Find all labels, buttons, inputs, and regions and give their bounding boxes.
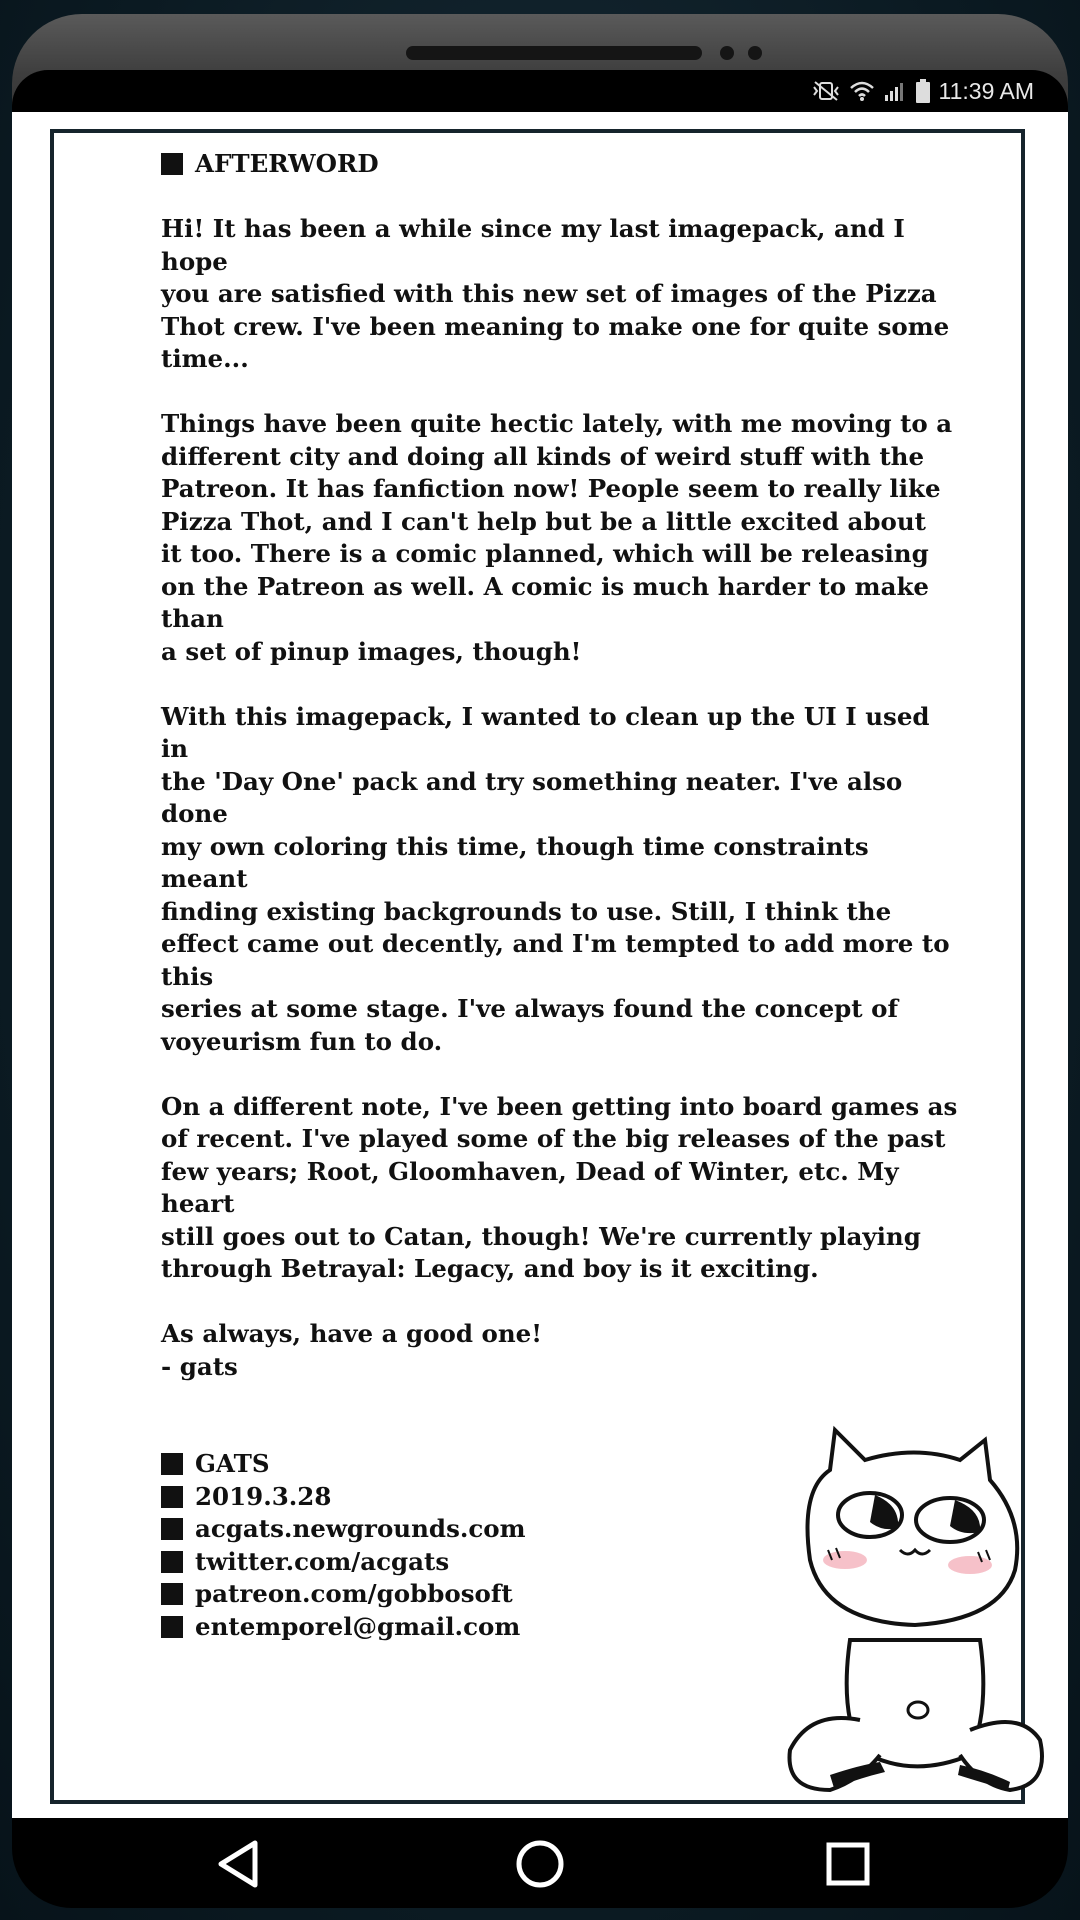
signal-icon — [883, 80, 907, 102]
square-bullet-icon — [161, 1583, 183, 1605]
wifi-icon — [849, 80, 875, 102]
info-patreon: patreon.com/gobbosoft — [161, 1578, 961, 1611]
square-bullet-icon — [161, 153, 183, 175]
navigation-bar — [12, 1818, 1068, 1908]
battery-icon — [915, 78, 931, 104]
earpiece-speaker — [406, 46, 702, 60]
square-bullet-icon — [161, 1616, 183, 1638]
square-bullet-icon — [161, 1453, 183, 1475]
home-button[interactable] — [508, 1832, 572, 1896]
afterword-title: AFTERWORD — [195, 149, 379, 178]
paragraph: Hi! It has been a while since my last imagepack, and I hope you are satisfied with this new set of images of the Pizza Thot crew. I've been meaning to make one for quite some time... — [161, 214, 950, 373]
recents-button[interactable] — [816, 1832, 880, 1896]
sign-off: As always, have a good one! - gats — [161, 1319, 542, 1381]
paragraph: On a different note, I've been getting into board games as of recent. I've played some of the big releases of the past few years; Root, Gloomhaven, Dead of Winter, etc. My heart still goes out to Catan, though! We're currently playing through Betrayal: Legacy, and boy is it exciting. — [161, 1091, 958, 1283]
info-date: 2019.3.28 — [161, 1481, 961, 1514]
back-triangle-icon — [215, 1839, 261, 1889]
info-twitter: twitter.com/acgats — [161, 1546, 961, 1579]
status-bar — [12, 70, 1068, 112]
sensor-dot — [720, 46, 734, 60]
home-circle-icon — [515, 1839, 565, 1889]
info-author: GATS — [161, 1448, 961, 1481]
afterword-heading — [161, 148, 961, 181]
back-button[interactable] — [206, 1832, 270, 1896]
info-newgrounds: acgats.newgrounds.com — [161, 1513, 961, 1546]
recents-square-icon — [825, 1841, 871, 1887]
paragraph: Things have been quite hectic lately, with me moving to a different city and doing all kinds of weird stuff with the Patreon. It has fanfiction now! People seem to really like Pizza Thot, and I can't help but be a little excited about it too. There is a comic planned, which will be releasing on the Patreon as well. A comic is much harder to make than a set of pinup images, though! — [161, 409, 953, 666]
paragraph: With this imagepack, I wanted to clean up the UI I used in the 'Day One' pack and try something neater. I've also done my own coloring this time, though time constraints meant finding existing backgrounds to use. Still, I think the effect came out decently, and I'm tempted to add more to this series at some stage. I've always found the concept of voyeurism fun to do. — [161, 701, 950, 1056]
cat-mascot-illustration — [770, 1410, 1060, 1810]
info-email: entemporel@gmail.com — [161, 1611, 961, 1644]
status-time: 11:39 AM — [938, 77, 1034, 104]
square-bullet-icon — [161, 1551, 183, 1573]
square-bullet-icon — [161, 1486, 183, 1508]
square-bullet-icon — [161, 1518, 183, 1540]
camera-dot — [748, 46, 762, 60]
vibrate-mute-icon — [811, 80, 841, 102]
